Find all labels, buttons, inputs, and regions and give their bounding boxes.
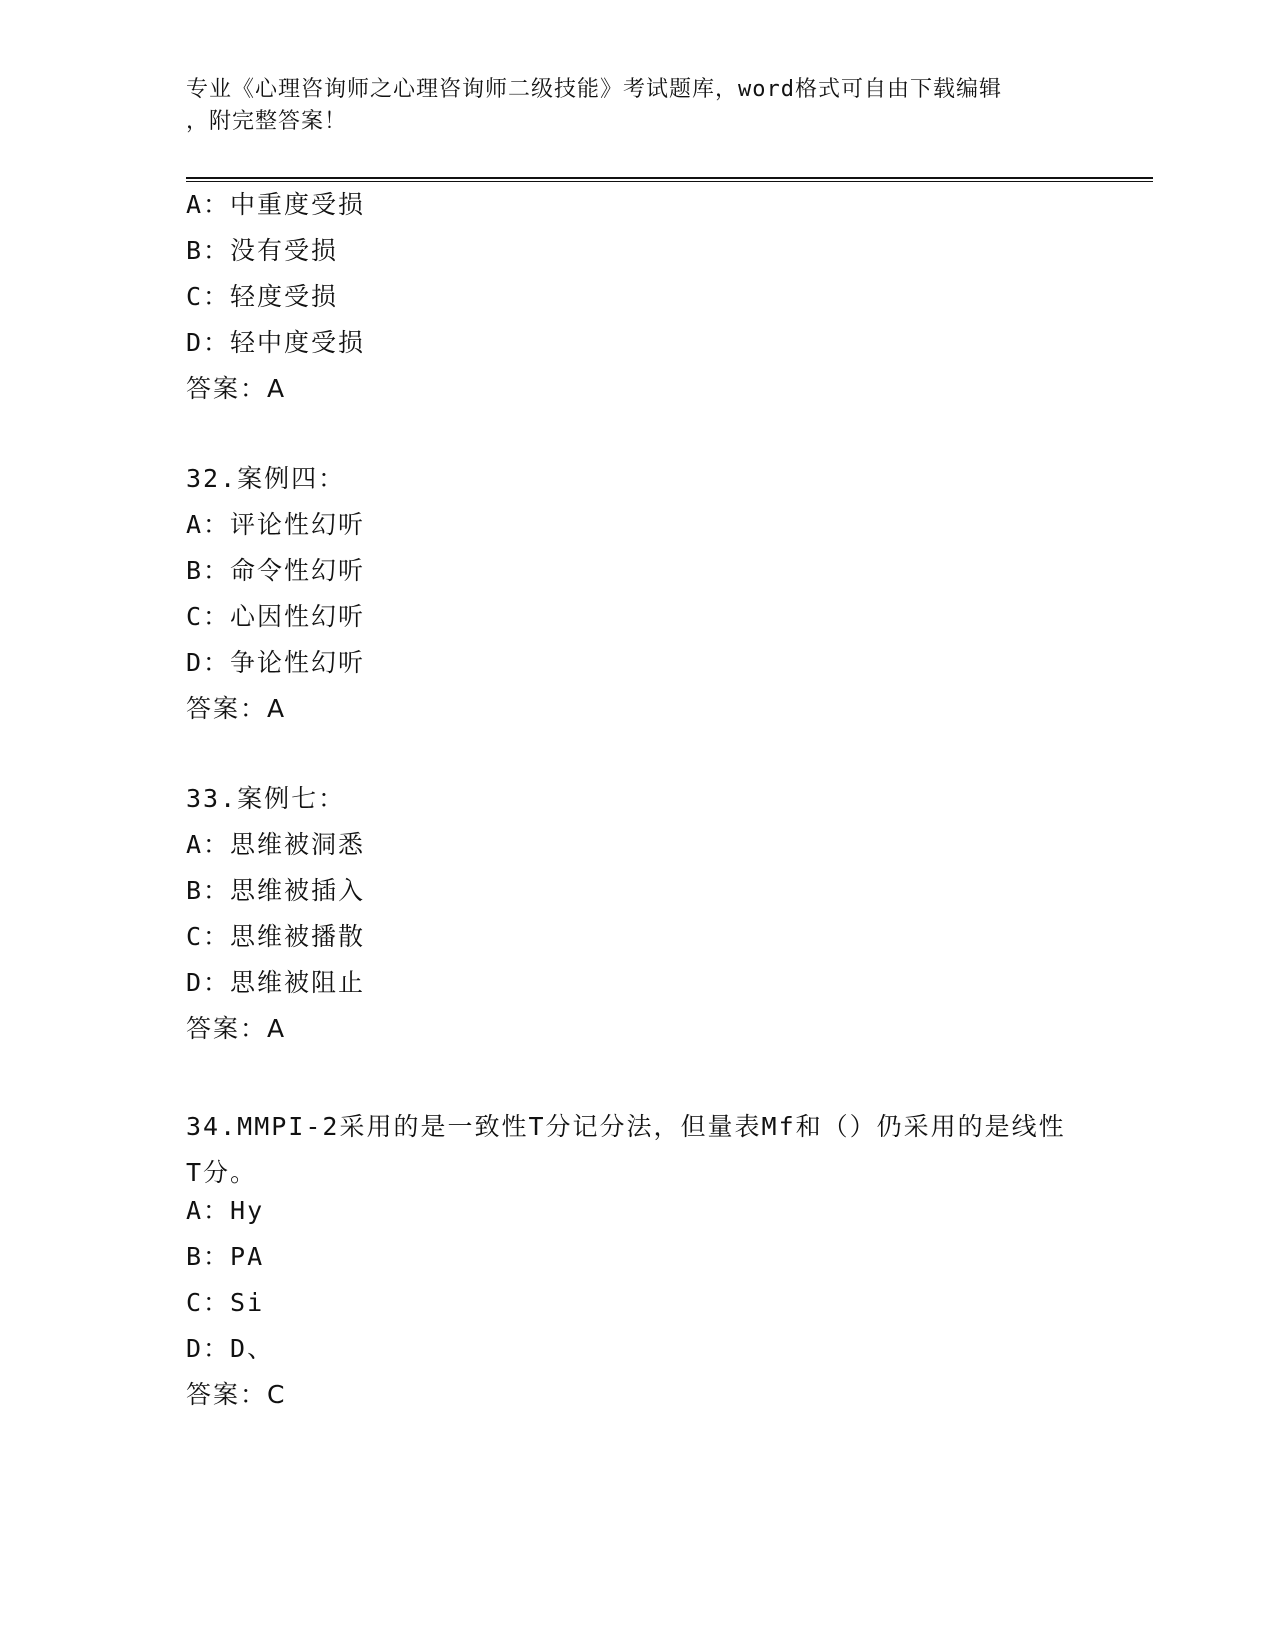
document-header	[186, 74, 1066, 138]
option-c: C：Si	[186, 1288, 265, 1317]
option-c: C：心因性幻听	[186, 602, 366, 631]
question-31	[186, 190, 1086, 404]
option-a: A：思维被洞悉	[186, 830, 366, 859]
header-divider	[186, 177, 1153, 182]
option-c: C：轻度受损	[186, 282, 339, 311]
option-b: B：思维被插入	[186, 876, 366, 905]
option-a: A：评论性幻听	[186, 510, 366, 539]
question-list	[186, 190, 1086, 1470]
answer-line: 答案：C	[186, 1380, 287, 1409]
answer-line: 答案：A	[186, 374, 287, 403]
option-b: B：PA	[186, 1242, 265, 1271]
option-b: B：命令性幻听	[186, 556, 366, 585]
question-title: 33.案例七：	[186, 784, 346, 813]
question-34	[186, 1104, 1086, 1410]
option-c: C：思维被播散	[186, 922, 366, 951]
question-32	[186, 464, 1086, 724]
option-a: A：中重度受损	[186, 190, 366, 219]
header-line-2: ，附完整答案！	[186, 109, 348, 134]
option-d: D：D、	[186, 1334, 275, 1363]
answer-line: 答案：A	[186, 694, 287, 723]
option-a: A：Hy	[186, 1196, 265, 1225]
option-d: D：争论性幻听	[186, 648, 366, 677]
option-d: D：轻中度受损	[186, 328, 366, 357]
question-title: 34.MMPI-2采用的是一致性T分记分法，但量表Mf和（）仍采用的是线性T分。	[186, 1112, 1066, 1187]
question-33	[186, 784, 1086, 1044]
option-b: B：没有受损	[186, 236, 339, 265]
question-title: 32.案例四：	[186, 464, 346, 493]
option-d: D：思维被阻止	[186, 968, 366, 997]
answer-line: 答案：A	[186, 1014, 287, 1043]
header-line-1: 专业《心理咨询师之心理咨询师二级技能》考试题库，word格式可自由下载编辑	[186, 77, 1002, 102]
